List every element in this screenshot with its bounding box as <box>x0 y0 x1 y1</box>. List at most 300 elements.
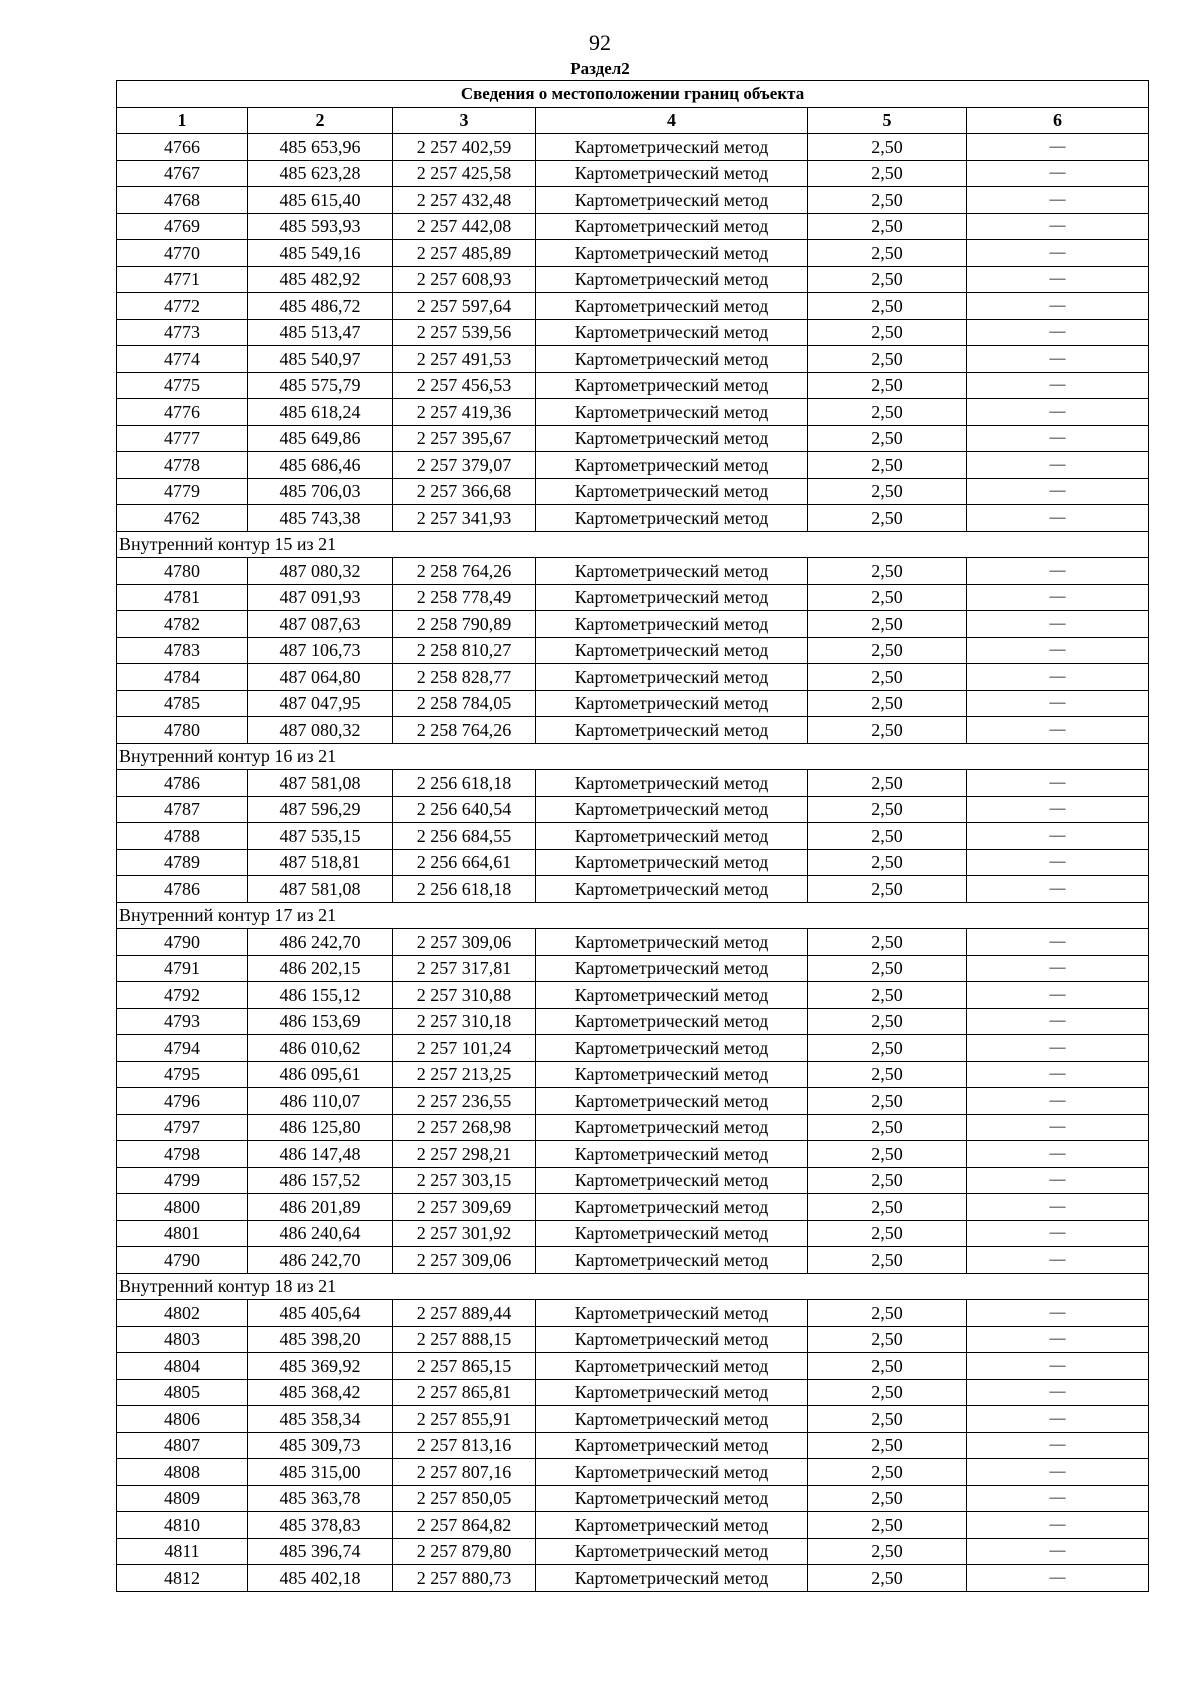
note-cell: — <box>967 1008 1149 1035</box>
y-coordinate-cell: 2 257 855,91 <box>393 1406 536 1433</box>
method-cell: Картометрический метод <box>536 134 808 161</box>
y-coordinate-cell: 2 257 850,05 <box>393 1485 536 1512</box>
point-number-cell: 4780 <box>117 717 248 744</box>
accuracy-cell: 2,50 <box>808 982 967 1009</box>
point-number-cell: 4792 <box>117 982 248 1009</box>
x-coordinate-cell: 485 615,40 <box>248 187 393 214</box>
x-coordinate-cell: 485 402,18 <box>248 1565 393 1592</box>
point-number-cell: 4803 <box>117 1326 248 1353</box>
point-number-cell: 4799 <box>117 1167 248 1194</box>
x-coordinate-cell: 486 157,52 <box>248 1167 393 1194</box>
y-coordinate-cell: 2 257 301,92 <box>393 1220 536 1247</box>
method-cell: Картометрический метод <box>536 823 808 850</box>
accuracy-cell: 2,50 <box>808 452 967 479</box>
method-cell: Картометрический метод <box>536 876 808 903</box>
x-coordinate-cell: 487 080,32 <box>248 717 393 744</box>
note-cell: — <box>967 664 1149 691</box>
table-row <box>117 1008 1149 1035</box>
table-body <box>117 134 1149 1592</box>
point-number-cell: 4801 <box>117 1220 248 1247</box>
point-number-cell: 4776 <box>117 399 248 426</box>
x-coordinate-cell: 485 623,28 <box>248 160 393 187</box>
x-coordinate-cell: 487 064,80 <box>248 664 393 691</box>
x-coordinate-cell: 486 155,12 <box>248 982 393 1009</box>
x-coordinate-cell: 487 087,63 <box>248 611 393 638</box>
accuracy-cell: 2,50 <box>808 796 967 823</box>
note-cell: — <box>967 876 1149 903</box>
note-cell: — <box>967 1538 1149 1565</box>
accuracy-cell: 2,50 <box>808 478 967 505</box>
note-cell: — <box>967 1512 1149 1539</box>
note-cell: — <box>967 346 1149 373</box>
accuracy-cell: 2,50 <box>808 1114 967 1141</box>
y-coordinate-cell: 2 258 790,89 <box>393 611 536 638</box>
contour-label: Внутренний контур 15 из 21 <box>117 531 1149 558</box>
method-cell: Картометрический метод <box>536 1167 808 1194</box>
y-coordinate-cell: 2 257 889,44 <box>393 1300 536 1327</box>
x-coordinate-cell: 485 540,97 <box>248 346 393 373</box>
note-cell: — <box>967 505 1149 532</box>
accuracy-cell: 2,50 <box>808 1220 967 1247</box>
point-number-cell: 4780 <box>117 558 248 585</box>
method-cell: Картометрический метод <box>536 346 808 373</box>
point-number-cell: 4779 <box>117 478 248 505</box>
x-coordinate-cell: 485 369,92 <box>248 1353 393 1380</box>
accuracy-cell: 2,50 <box>808 664 967 691</box>
x-coordinate-cell: 485 706,03 <box>248 478 393 505</box>
accuracy-cell: 2,50 <box>808 1459 967 1486</box>
x-coordinate-cell: 487 596,29 <box>248 796 393 823</box>
table-row <box>117 1406 1149 1433</box>
y-coordinate-cell: 2 256 684,55 <box>393 823 536 850</box>
contour-label: Внутренний контур 17 из 21 <box>117 902 1149 929</box>
x-coordinate-cell: 487 047,95 <box>248 690 393 717</box>
accuracy-cell: 2,50 <box>808 372 967 399</box>
accuracy-cell: 2,50 <box>808 1300 967 1327</box>
note-cell: — <box>967 1167 1149 1194</box>
x-coordinate-cell: 486 095,61 <box>248 1061 393 1088</box>
table-row <box>117 1114 1149 1141</box>
y-coordinate-cell: 2 257 597,64 <box>393 293 536 320</box>
note-cell: — <box>967 690 1149 717</box>
accuracy-cell: 2,50 <box>808 425 967 452</box>
method-cell: Картометрический метод <box>536 425 808 452</box>
table-row <box>117 1538 1149 1565</box>
column-header: 2 <box>248 107 393 134</box>
table-row <box>117 266 1149 293</box>
table-row <box>117 160 1149 187</box>
method-cell: Картометрический метод <box>536 1114 808 1141</box>
y-coordinate-cell: 2 258 764,26 <box>393 558 536 585</box>
point-number-cell: 4788 <box>117 823 248 850</box>
y-coordinate-cell: 2 257 303,15 <box>393 1167 536 1194</box>
x-coordinate-cell: 486 240,64 <box>248 1220 393 1247</box>
table-row <box>117 187 1149 214</box>
accuracy-cell: 2,50 <box>808 1008 967 1035</box>
page-number: 92 <box>589 30 611 55</box>
method-cell: Картометрический метод <box>536 160 808 187</box>
accuracy-cell: 2,50 <box>808 584 967 611</box>
point-number-cell: 4771 <box>117 266 248 293</box>
x-coordinate-cell: 486 242,70 <box>248 929 393 956</box>
method-cell: Картометрический метод <box>536 717 808 744</box>
point-number-cell: 4787 <box>117 796 248 823</box>
y-coordinate-cell: 2 257 539,56 <box>393 319 536 346</box>
note-cell: — <box>967 1565 1149 1592</box>
accuracy-cell: 2,50 <box>808 876 967 903</box>
y-coordinate-cell: 2 257 310,18 <box>393 1008 536 1035</box>
table-row <box>117 1247 1149 1274</box>
method-cell: Картометрический метод <box>536 584 808 611</box>
x-coordinate-cell: 485 309,73 <box>248 1432 393 1459</box>
y-coordinate-cell: 2 257 864,82 <box>393 1512 536 1539</box>
y-coordinate-cell: 2 257 485,89 <box>393 240 536 267</box>
point-number-cell: 4781 <box>117 584 248 611</box>
point-number-cell: 4786 <box>117 876 248 903</box>
note-cell: — <box>967 637 1149 664</box>
x-coordinate-cell: 485 482,92 <box>248 266 393 293</box>
x-coordinate-cell: 485 743,38 <box>248 505 393 532</box>
x-coordinate-cell: 486 125,80 <box>248 1114 393 1141</box>
point-number-cell: 4797 <box>117 1114 248 1141</box>
point-number-cell: 4802 <box>117 1300 248 1327</box>
column-header: 3 <box>393 107 536 134</box>
accuracy-cell: 2,50 <box>808 690 967 717</box>
note-cell: — <box>967 134 1149 161</box>
y-coordinate-cell: 2 257 341,93 <box>393 505 536 532</box>
note-cell: — <box>967 1300 1149 1327</box>
table-row <box>117 505 1149 532</box>
method-cell: Картометрический метод <box>536 1141 808 1168</box>
x-coordinate-cell: 486 110,07 <box>248 1088 393 1115</box>
x-coordinate-cell: 485 649,86 <box>248 425 393 452</box>
x-coordinate-cell: 485 575,79 <box>248 372 393 399</box>
table-row <box>117 134 1149 161</box>
method-cell: Картометрический метод <box>536 1326 808 1353</box>
y-coordinate-cell: 2 256 640,54 <box>393 796 536 823</box>
table-row <box>117 1512 1149 1539</box>
y-coordinate-cell: 2 257 865,81 <box>393 1379 536 1406</box>
y-coordinate-cell: 2 257 491,53 <box>393 346 536 373</box>
x-coordinate-cell: 486 242,70 <box>248 1247 393 1274</box>
y-coordinate-cell: 2 256 618,18 <box>393 876 536 903</box>
table-row <box>117 1353 1149 1380</box>
accuracy-cell: 2,50 <box>808 505 967 532</box>
y-coordinate-cell: 2 256 618,18 <box>393 770 536 797</box>
note-cell: — <box>967 1114 1149 1141</box>
note-cell: — <box>967 558 1149 585</box>
point-number-cell: 4790 <box>117 929 248 956</box>
y-coordinate-cell: 2 258 784,05 <box>393 690 536 717</box>
x-coordinate-cell: 487 091,93 <box>248 584 393 611</box>
table-row <box>117 690 1149 717</box>
x-coordinate-cell: 485 378,83 <box>248 1512 393 1539</box>
accuracy-cell: 2,50 <box>808 160 967 187</box>
table-row <box>117 293 1149 320</box>
method-cell: Картометрический метод <box>536 452 808 479</box>
x-coordinate-cell: 487 581,08 <box>248 770 393 797</box>
method-cell: Картометрический метод <box>536 1406 808 1433</box>
accuracy-cell: 2,50 <box>808 823 967 850</box>
y-coordinate-cell: 2 257 309,69 <box>393 1194 536 1221</box>
column-header: 5 <box>808 107 967 134</box>
note-cell: — <box>967 1379 1149 1406</box>
method-cell: Картометрический метод <box>536 319 808 346</box>
table-row <box>117 213 1149 240</box>
note-cell: — <box>967 1141 1149 1168</box>
contour-header-row <box>117 902 1149 929</box>
table-row <box>117 1194 1149 1221</box>
note-cell: — <box>967 796 1149 823</box>
point-number-cell: 4778 <box>117 452 248 479</box>
x-coordinate-cell: 485 396,74 <box>248 1538 393 1565</box>
point-number-cell: 4772 <box>117 293 248 320</box>
note-cell: — <box>967 187 1149 214</box>
accuracy-cell: 2,50 <box>808 1167 967 1194</box>
x-coordinate-cell: 485 368,42 <box>248 1379 393 1406</box>
table-row <box>117 929 1149 956</box>
method-cell: Картометрический метод <box>536 664 808 691</box>
accuracy-cell: 2,50 <box>808 213 967 240</box>
method-cell: Картометрический метод <box>536 1485 808 1512</box>
y-coordinate-cell: 2 257 813,16 <box>393 1432 536 1459</box>
point-number-cell: 4767 <box>117 160 248 187</box>
method-cell: Картометрический метод <box>536 982 808 1009</box>
table-row <box>117 425 1149 452</box>
table-row <box>117 982 1149 1009</box>
point-number-cell: 4800 <box>117 1194 248 1221</box>
point-number-cell: 4782 <box>117 611 248 638</box>
point-number-cell: 4793 <box>117 1008 248 1035</box>
point-number-cell: 4804 <box>117 1353 248 1380</box>
point-number-cell: 4769 <box>117 213 248 240</box>
note-cell: — <box>967 849 1149 876</box>
point-number-cell: 4768 <box>117 187 248 214</box>
y-coordinate-cell: 2 257 268,98 <box>393 1114 536 1141</box>
table-row <box>117 823 1149 850</box>
point-number-cell: 4766 <box>117 134 248 161</box>
y-coordinate-cell: 2 258 764,26 <box>393 717 536 744</box>
note-cell: — <box>967 1485 1149 1512</box>
table-title: Сведения о местоположении границ объекта <box>117 81 1149 108</box>
method-cell: Картометрический метод <box>536 399 808 426</box>
note-cell: — <box>967 319 1149 346</box>
table-row <box>117 611 1149 638</box>
y-coordinate-cell: 2 256 664,61 <box>393 849 536 876</box>
x-coordinate-cell: 485 405,64 <box>248 1300 393 1327</box>
point-number-cell: 4789 <box>117 849 248 876</box>
y-coordinate-cell: 2 257 379,07 <box>393 452 536 479</box>
accuracy-cell: 2,50 <box>808 955 967 982</box>
x-coordinate-cell: 485 549,16 <box>248 240 393 267</box>
accuracy-cell: 2,50 <box>808 1565 967 1592</box>
accuracy-cell: 2,50 <box>808 1485 967 1512</box>
method-cell: Картометрический метод <box>536 690 808 717</box>
point-number-cell: 4777 <box>117 425 248 452</box>
accuracy-cell: 2,50 <box>808 240 967 267</box>
y-coordinate-cell: 2 258 778,49 <box>393 584 536 611</box>
table-row <box>117 1485 1149 1512</box>
y-coordinate-cell: 2 257 395,67 <box>393 425 536 452</box>
method-cell: Картометрический метод <box>536 213 808 240</box>
table-row <box>117 1061 1149 1088</box>
table-row <box>117 399 1149 426</box>
accuracy-cell: 2,50 <box>808 1141 967 1168</box>
y-coordinate-cell: 2 257 425,58 <box>393 160 536 187</box>
table-row <box>117 876 1149 903</box>
point-number-cell: 4798 <box>117 1141 248 1168</box>
method-cell: Картометрический метод <box>536 558 808 585</box>
boundary-coordinates-table <box>116 80 1149 1592</box>
point-number-cell: 4810 <box>117 1512 248 1539</box>
accuracy-cell: 2,50 <box>808 1538 967 1565</box>
x-coordinate-cell: 486 202,15 <box>248 955 393 982</box>
note-cell: — <box>967 1406 1149 1433</box>
x-coordinate-cell: 486 010,62 <box>248 1035 393 1062</box>
note-cell: — <box>967 293 1149 320</box>
note-cell: — <box>967 266 1149 293</box>
method-cell: Картометрический метод <box>536 266 808 293</box>
note-cell: — <box>967 1432 1149 1459</box>
method-cell: Картометрический метод <box>536 770 808 797</box>
y-coordinate-cell: 2 257 309,06 <box>393 1247 536 1274</box>
column-number-row <box>117 107 1149 134</box>
note-cell: — <box>967 160 1149 187</box>
point-number-cell: 4783 <box>117 637 248 664</box>
y-coordinate-cell: 2 257 236,55 <box>393 1088 536 1115</box>
y-coordinate-cell: 2 257 101,24 <box>393 1035 536 1062</box>
table-row <box>117 1432 1149 1459</box>
point-number-cell: 4785 <box>117 690 248 717</box>
x-coordinate-cell: 485 363,78 <box>248 1485 393 1512</box>
x-coordinate-cell: 485 618,24 <box>248 399 393 426</box>
point-number-cell: 4812 <box>117 1565 248 1592</box>
method-cell: Картометрический метод <box>536 637 808 664</box>
table-row <box>117 346 1149 373</box>
contour-header-row <box>117 531 1149 558</box>
y-coordinate-cell: 2 257 608,93 <box>393 266 536 293</box>
point-number-cell: 4762 <box>117 505 248 532</box>
accuracy-cell: 2,50 <box>808 134 967 161</box>
method-cell: Картометрический метод <box>536 372 808 399</box>
point-number-cell: 4809 <box>117 1485 248 1512</box>
point-number-cell: 4770 <box>117 240 248 267</box>
note-cell: — <box>967 452 1149 479</box>
note-cell: — <box>967 240 1149 267</box>
y-coordinate-cell: 2 257 807,16 <box>393 1459 536 1486</box>
column-header: 6 <box>967 107 1149 134</box>
accuracy-cell: 2,50 <box>808 1512 967 1539</box>
method-cell: Картометрический метод <box>536 611 808 638</box>
method-cell: Картометрический метод <box>536 1459 808 1486</box>
x-coordinate-cell: 486 147,48 <box>248 1141 393 1168</box>
y-coordinate-cell: 2 257 432,48 <box>393 187 536 214</box>
y-coordinate-cell: 2 257 888,15 <box>393 1326 536 1353</box>
x-coordinate-cell: 487 080,32 <box>248 558 393 585</box>
y-coordinate-cell: 2 257 309,06 <box>393 929 536 956</box>
accuracy-cell: 2,50 <box>808 1353 967 1380</box>
note-cell: — <box>967 372 1149 399</box>
point-number-cell: 4790 <box>117 1247 248 1274</box>
y-coordinate-cell: 2 257 310,88 <box>393 982 536 1009</box>
note-cell: — <box>967 823 1149 850</box>
method-cell: Картометрический метод <box>536 1008 808 1035</box>
table-row <box>117 240 1149 267</box>
table-row <box>117 1088 1149 1115</box>
method-cell: Картометрический метод <box>536 1538 808 1565</box>
y-coordinate-cell: 2 258 810,27 <box>393 637 536 664</box>
method-cell: Картометрический метод <box>536 1512 808 1539</box>
accuracy-cell: 2,50 <box>808 849 967 876</box>
table-row <box>117 637 1149 664</box>
point-number-cell: 4773 <box>117 319 248 346</box>
method-cell: Картометрический метод <box>536 1300 808 1327</box>
note-cell: — <box>967 478 1149 505</box>
x-coordinate-cell: 487 518,81 <box>248 849 393 876</box>
table-row <box>117 1141 1149 1168</box>
x-coordinate-cell: 485 593,93 <box>248 213 393 240</box>
method-cell: Картометрический метод <box>536 1220 808 1247</box>
y-coordinate-cell: 2 257 880,73 <box>393 1565 536 1592</box>
accuracy-cell: 2,50 <box>808 558 967 585</box>
note-cell: — <box>967 1326 1149 1353</box>
note-cell: — <box>967 611 1149 638</box>
contour-header-row <box>117 1273 1149 1300</box>
point-number-cell: 4784 <box>117 664 248 691</box>
note-cell: — <box>967 1194 1149 1221</box>
point-number-cell: 4791 <box>117 955 248 982</box>
table-row <box>117 1459 1149 1486</box>
accuracy-cell: 2,50 <box>808 399 967 426</box>
accuracy-cell: 2,50 <box>808 1432 967 1459</box>
point-number-cell: 4811 <box>117 1538 248 1565</box>
table-row <box>117 1300 1149 1327</box>
method-cell: Картометрический метод <box>536 478 808 505</box>
note-cell: — <box>967 584 1149 611</box>
x-coordinate-cell: 485 315,00 <box>248 1459 393 1486</box>
note-cell: — <box>967 1035 1149 1062</box>
contour-label: Внутренний контур 16 из 21 <box>117 743 1149 770</box>
method-cell: Картометрический метод <box>536 955 808 982</box>
accuracy-cell: 2,50 <box>808 1088 967 1115</box>
method-cell: Картометрический метод <box>536 929 808 956</box>
y-coordinate-cell: 2 257 442,08 <box>393 213 536 240</box>
accuracy-cell: 2,50 <box>808 187 967 214</box>
method-cell: Картометрический метод <box>536 187 808 214</box>
table-row <box>117 770 1149 797</box>
point-number-cell: 4775 <box>117 372 248 399</box>
method-cell: Картометрический метод <box>536 1432 808 1459</box>
y-coordinate-cell: 2 257 213,25 <box>393 1061 536 1088</box>
table-row <box>117 319 1149 346</box>
x-coordinate-cell: 485 486,72 <box>248 293 393 320</box>
accuracy-cell: 2,50 <box>808 770 967 797</box>
note-cell: — <box>967 1220 1149 1247</box>
point-number-cell: 4795 <box>117 1061 248 1088</box>
note-cell: — <box>967 1061 1149 1088</box>
boundary-table-container <box>116 80 1148 1592</box>
x-coordinate-cell: 487 106,73 <box>248 637 393 664</box>
x-coordinate-cell: 485 653,96 <box>248 134 393 161</box>
y-coordinate-cell: 2 257 366,68 <box>393 478 536 505</box>
note-cell: — <box>967 982 1149 1009</box>
accuracy-cell: 2,50 <box>808 929 967 956</box>
x-coordinate-cell: 485 398,20 <box>248 1326 393 1353</box>
note-cell: — <box>967 399 1149 426</box>
y-coordinate-cell: 2 257 865,15 <box>393 1353 536 1380</box>
x-coordinate-cell: 485 513,47 <box>248 319 393 346</box>
note-cell: — <box>967 1459 1149 1486</box>
